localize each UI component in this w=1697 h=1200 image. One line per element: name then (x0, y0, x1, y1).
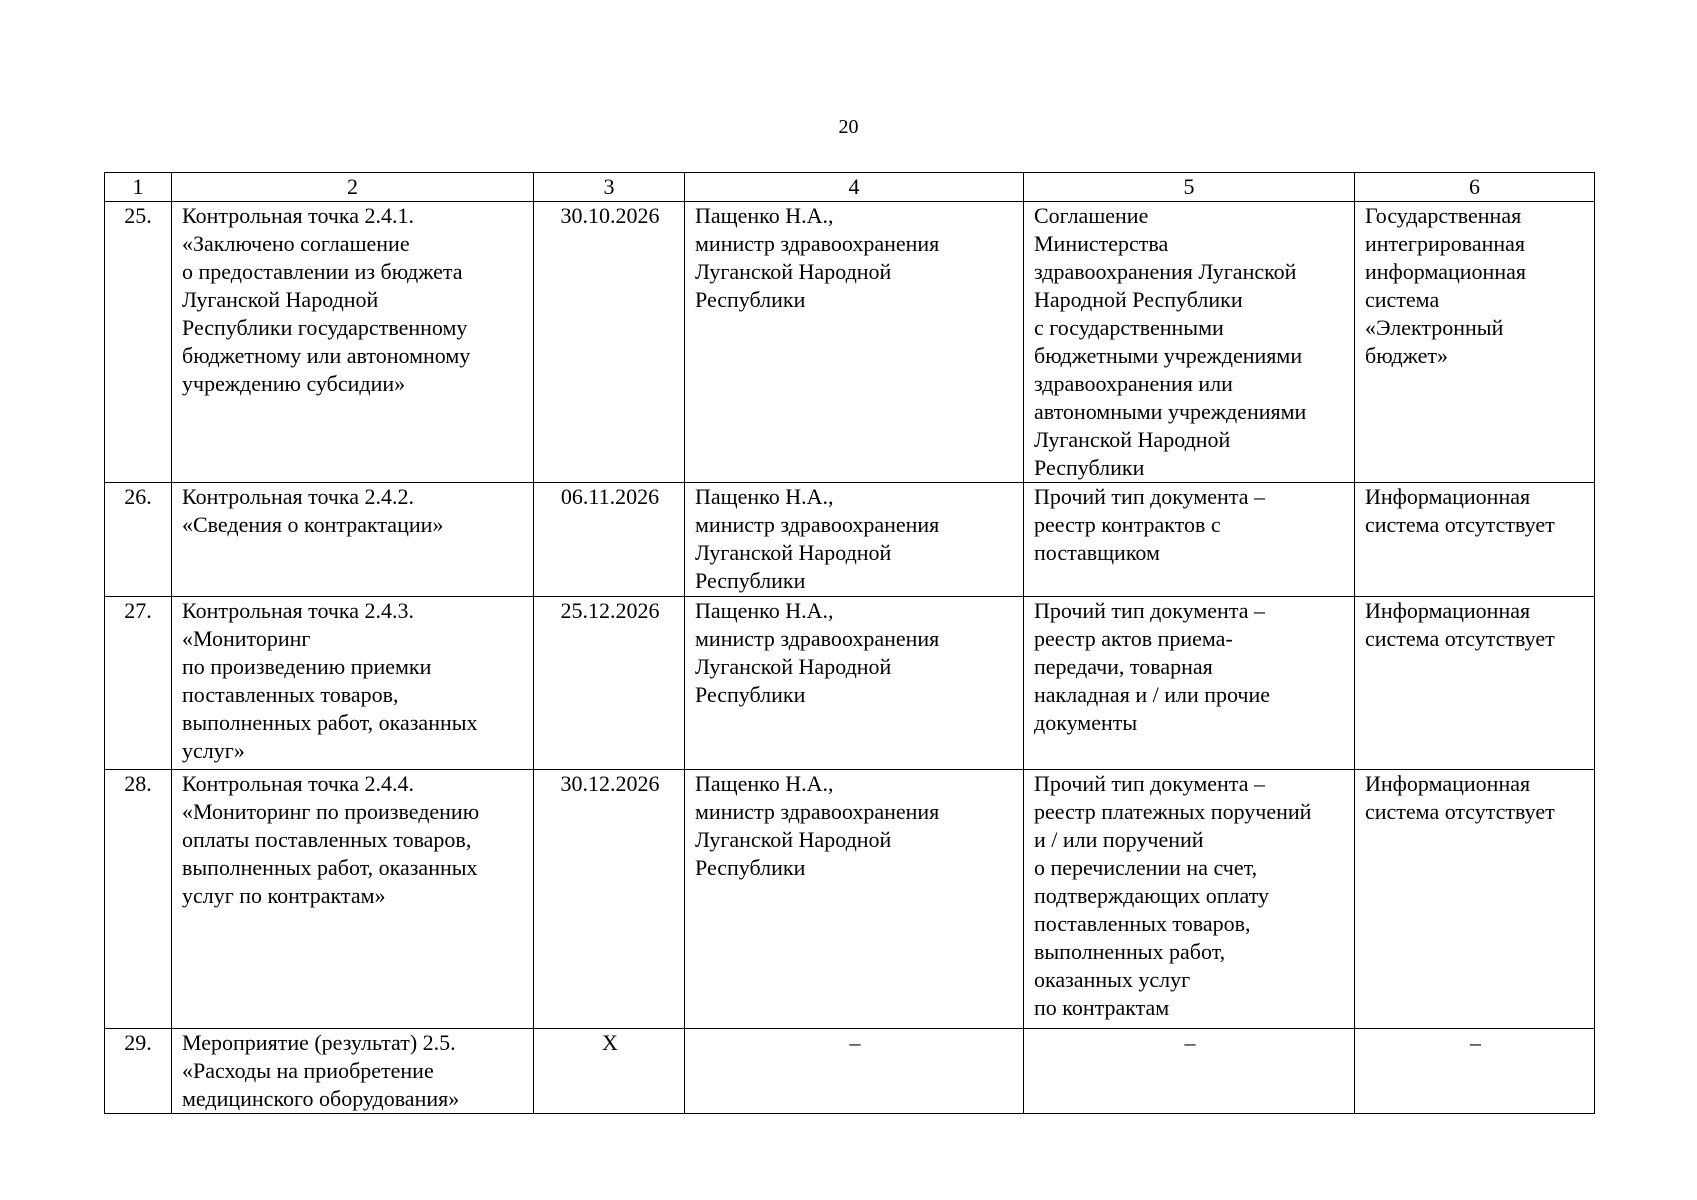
row-date: Х (534, 1029, 685, 1114)
row-responsible: Пащенко Н.А., министр здравоохранения Луганской Народной Республики (685, 483, 1024, 597)
row-number: 27. (105, 597, 172, 770)
row-date: 30.10.2026 (534, 202, 685, 483)
row-name: Контрольная точка 2.4.2. «Сведения о контрактации» (172, 483, 534, 597)
row-responsible: Пащенко Н.А., министр здравоохранения Луганской Народной Республики (685, 770, 1024, 1029)
table-row (105, 597, 1595, 770)
control-points-table (104, 172, 1595, 1114)
row-number: 29. (105, 1029, 172, 1114)
row-document: Прочий тип документа – реестр актов приема- передачи, товарная накладная и / или прочие документы (1024, 597, 1355, 770)
row-name: Мероприятие (результат) 2.5. «Расходы на приобретение медицинского оборудования» (172, 1029, 534, 1114)
table-header-row (105, 173, 1595, 202)
row-name: Контрольная точка 2.4.1. «Заключено соглашение о предоставлении из бюджета Луганской Народной Республики государственному бюджетному или автономному учреждению субсидии» (172, 202, 534, 483)
page-number: 20 (838, 116, 859, 138)
row-date: 25.12.2026 (534, 597, 685, 770)
row-document: – (1024, 1029, 1355, 1114)
column-header: 3 (534, 173, 685, 202)
table-row (105, 770, 1595, 1029)
column-header: 2 (172, 173, 534, 202)
column-header: 5 (1024, 173, 1355, 202)
row-date: 30.12.2026 (534, 770, 685, 1029)
row-responsible: Пащенко Н.А., министр здравоохранения Луганской Народной Республики (685, 597, 1024, 770)
row-system: Информационная система отсутствует (1355, 483, 1595, 597)
table-row (105, 483, 1595, 597)
row-responsible: – (685, 1029, 1024, 1114)
row-system: Информационная система отсутствует (1355, 597, 1595, 770)
row-responsible: Пащенко Н.А., министр здравоохранения Луганской Народной Республики (685, 202, 1024, 483)
row-number: 28. (105, 770, 172, 1029)
row-system: Государственная интегрированная информационная система «Электронный бюджет» (1355, 202, 1595, 483)
row-system: – (1355, 1029, 1595, 1114)
row-date: 06.11.2026 (534, 483, 685, 597)
row-system: Информационная система отсутствует (1355, 770, 1595, 1029)
row-document: Прочий тип документа – реестр контрактов с поставщиком (1024, 483, 1355, 597)
row-name: Контрольная точка 2.4.4. «Мониторинг по произведению оплаты поставленных товаров, выполненных работ, оказанных услуг по контрактам» (172, 770, 534, 1029)
row-name: Контрольная точка 2.4.3. «Мониторинг по произведению приемки поставленных товаров, выполненных работ, оказанных услуг» (172, 597, 534, 770)
row-document: Соглашение Министерства здравоохранения Луганской Народной Республики с государственными бюджетными учреждениями здравоохранения или автономными учреждениями Луганской Народной Республики (1024, 202, 1355, 483)
table-row (105, 1029, 1595, 1114)
table-row (105, 202, 1595, 483)
row-number: 26. (105, 483, 172, 597)
column-header: 4 (685, 173, 1024, 202)
column-header: 6 (1355, 173, 1595, 202)
row-number: 25. (105, 202, 172, 483)
row-document: Прочий тип документа – реестр платежных поручений и / или поручений о перечислении на счет, подтверждающих оплату поставленных товаров, выполненных работ, оказанных услуг по контрактам (1024, 770, 1355, 1029)
column-header: 1 (105, 173, 172, 202)
